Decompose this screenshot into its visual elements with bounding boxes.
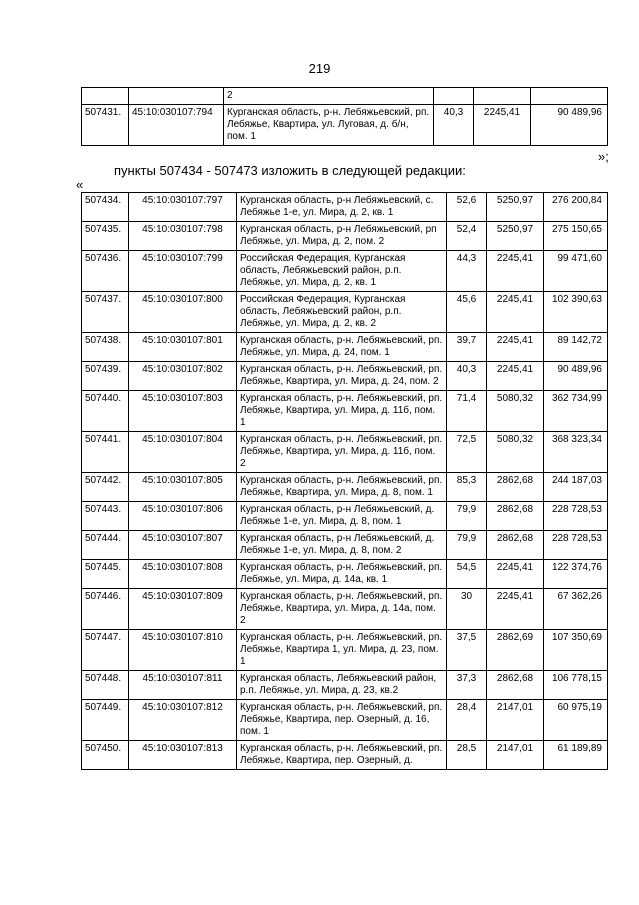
table-row (82, 193, 608, 222)
area: 40,3 (434, 105, 474, 146)
rate: 2147,01 (487, 700, 544, 741)
area: 28,5 (447, 741, 487, 770)
opening-quote: « (76, 177, 84, 192)
rate: 2862,68 (487, 473, 544, 502)
table-cell (129, 88, 224, 105)
instruction-text: пункты 507434 - 507473 изложить в следующей редакции: (114, 163, 466, 178)
area: 39,7 (447, 333, 487, 362)
rate: 5250,97 (487, 222, 544, 251)
top-table (81, 87, 608, 146)
table-row (82, 251, 608, 292)
area: 37,3 (447, 671, 487, 700)
cadastral-value: 89 142,72 (544, 333, 608, 362)
table-cell: 2 (224, 88, 434, 105)
address: Курганская область, р-н. Лебяжьевский, рп. Лебяжье, Квартира, ул. Луговая, д. б/н, пом. 1 (224, 105, 434, 146)
table-header-row (82, 88, 608, 105)
row-number: 507446. (82, 589, 129, 630)
rate: 2862,69 (487, 630, 544, 671)
cadastral-value: 102 390,63 (544, 292, 608, 333)
cadastral-value: 276 200,84 (544, 193, 608, 222)
cadastral-value: 106 778,15 (544, 671, 608, 700)
address: Курганская область, р-н. Лебяжьевский, рп. Лебяжье, Квартира, ул. Мира, д. 24, пом. 2 (237, 362, 447, 391)
table-row (82, 333, 608, 362)
table-row (82, 560, 608, 589)
table-row (82, 630, 608, 671)
area: 52,4 (447, 222, 487, 251)
cadastral-number: 45:10:030107:813 (129, 741, 237, 770)
table-row (82, 362, 608, 391)
address: Курганская область, р-н. Лебяжьевский, рп. Лебяжье, Квартира 1, ул. Мира, д. 23, пом. 1 (237, 630, 447, 671)
row-number: 507441. (82, 432, 129, 473)
rate: 2245,41 (487, 362, 544, 391)
address: Российская Федерация, Курганская область, Лебяжьевский район, р.п. Лебяжье, ул. Мира, д. 2, кв. 2 (237, 292, 447, 333)
rate: 2245,41 (487, 589, 544, 630)
cadastral-value: 228 728,53 (544, 531, 608, 560)
cadastral-value: 122 374,76 (544, 560, 608, 589)
cadastral-value: 244 187,03 (544, 473, 608, 502)
address: Курганская область, р-н. Лебяжьевский, рп. Лебяжье, ул. Мира, д. 24, пом. 1 (237, 333, 447, 362)
cadastral-number: 45:10:030107:799 (129, 251, 237, 292)
cadastral-number: 45:10:030107:798 (129, 222, 237, 251)
area: 40,3 (447, 362, 487, 391)
cadastral-number: 45:10:030107:802 (129, 362, 237, 391)
cadastral-number: 45:10:030107:811 (129, 671, 237, 700)
table-row (82, 589, 608, 630)
row-number: 507440. (82, 391, 129, 432)
table-row (82, 391, 608, 432)
row-number: 507434. (82, 193, 129, 222)
closing-quote: »; (598, 149, 609, 164)
cadastral-number: 45:10:030107:804 (129, 432, 237, 473)
rate: 2862,68 (487, 502, 544, 531)
cadastral-number: 45:10:030107:812 (129, 700, 237, 741)
cadastral-value: 90 489,96 (544, 362, 608, 391)
area: 45,6 (447, 292, 487, 333)
cadastral-number: 45:10:030107:809 (129, 589, 237, 630)
table-row (82, 671, 608, 700)
area: 28,4 (447, 700, 487, 741)
rate: 2862,68 (487, 671, 544, 700)
cadastral-number: 45:10:030107:805 (129, 473, 237, 502)
row-number: 507443. (82, 502, 129, 531)
row-number: 507437. (82, 292, 129, 333)
rate: 5080,32 (487, 391, 544, 432)
table-cell (434, 88, 474, 105)
rate: 2245,41 (474, 105, 531, 146)
cadastral-number: 45:10:030107:808 (129, 560, 237, 589)
table-cell (474, 88, 531, 105)
cadastral-value: 107 350,69 (544, 630, 608, 671)
cadastral-number: 45:10:030107:801 (129, 333, 237, 362)
cadastral-number: 45:10:030107:806 (129, 502, 237, 531)
cadastral-number: 45:10:030107:797 (129, 193, 237, 222)
table-row (82, 473, 608, 502)
table-row (82, 292, 608, 333)
row-number: 507431. (82, 105, 129, 146)
table-row (82, 531, 608, 560)
cadastral-value: 61 189,89 (544, 741, 608, 770)
row-number: 507442. (82, 473, 129, 502)
area: 79,9 (447, 502, 487, 531)
address: Курганская область, р-н Лебяжьевский, д. Лебяжье 1-е, ул. Мира, д. 8, пом. 1 (237, 502, 447, 531)
cadastral-value: 275 150,65 (544, 222, 608, 251)
address: Курганская область, р-н Лебяжьевский, рп Лебяжье, ул. Мира, д. 2, пом. 2 (237, 222, 447, 251)
cadastral-number: 45:10:030107:800 (129, 292, 237, 333)
cadastral-value: 228 728,53 (544, 502, 608, 531)
rate: 5250,97 (487, 193, 544, 222)
cadastral-value: 362 734,99 (544, 391, 608, 432)
rate: 5080,32 (487, 432, 544, 473)
row-number: 507448. (82, 671, 129, 700)
row-number: 507450. (82, 741, 129, 770)
rate: 2245,41 (487, 333, 544, 362)
table-cell (82, 88, 129, 105)
cadastral-number: 45:10:030107:794 (129, 105, 224, 146)
table-cell (531, 88, 608, 105)
area: 30 (447, 589, 487, 630)
rate: 2862,68 (487, 531, 544, 560)
cadastral-number: 45:10:030107:803 (129, 391, 237, 432)
area: 52,6 (447, 193, 487, 222)
address: Курганская область, р-н. Лебяжьевский, рп. Лебяжье, Квартира, пер. Озерный, д. 16, пом. 1 (237, 700, 447, 741)
area: 44,3 (447, 251, 487, 292)
area: 72,5 (447, 432, 487, 473)
table-row (82, 700, 608, 741)
rate: 2245,41 (487, 560, 544, 589)
address: Российская Федерация, Курганская область, Лебяжьевский район, р.п. Лебяжье, ул. Мира, д. 2, кв. 1 (237, 251, 447, 292)
address: Курганская область, р-н. Лебяжьевский, рп. Лебяжье, Квартира, ул. Мира, д. 11б, пом. 1 (237, 391, 447, 432)
cadastral-number: 45:10:030107:807 (129, 531, 237, 560)
address: Курганская область, р-н. Лебяжьевский, рп. Лебяжье, Квартира, ул. Мира, д. 11б, пом. 2 (237, 432, 447, 473)
table-row (82, 432, 608, 473)
area: 79,9 (447, 531, 487, 560)
row-number: 507447. (82, 630, 129, 671)
address: Курганская область, р-н. Лебяжьевский, рп. Лебяжье, Квартира, ул. Мира, д. 14а, пом. 2 (237, 589, 447, 630)
row-number: 507435. (82, 222, 129, 251)
address: Курганская область, р-н. Лебяжьевский, рп. Лебяжье, Квартира, пер. Озерный, д. (237, 741, 447, 770)
row-number: 507445. (82, 560, 129, 589)
table-row (82, 502, 608, 531)
area: 37,5 (447, 630, 487, 671)
rate: 2245,41 (487, 292, 544, 333)
table-row (82, 222, 608, 251)
table-row (82, 741, 608, 770)
area: 85,3 (447, 473, 487, 502)
cadastral-value: 67 362,26 (544, 589, 608, 630)
cadastral-value: 99 471,60 (544, 251, 608, 292)
table-row (82, 105, 608, 146)
rate: 2147,01 (487, 741, 544, 770)
address: Курганская область, р-н. Лебяжьевский, рп. Лебяжье, ул. Мира, д. 14а, кв. 1 (237, 560, 447, 589)
address: Курганская область, Лебяжьевский район, р.п. Лебяжье, ул. Мира, д. 23, кв.2 (237, 671, 447, 700)
row-number: 507439. (82, 362, 129, 391)
cadastral-number: 45:10:030107:810 (129, 630, 237, 671)
area: 71,4 (447, 391, 487, 432)
address: Курганская область, р-н Лебяжьевский, д. Лебяжье 1-е, ул. Мира, д. 8, пом. 2 (237, 531, 447, 560)
row-number: 507438. (82, 333, 129, 362)
cadastral-value: 90 489,96 (531, 105, 608, 146)
row-number: 507436. (82, 251, 129, 292)
area: 54,5 (447, 560, 487, 589)
cadastral-value: 60 975,19 (544, 700, 608, 741)
cadastral-value: 368 323,34 (544, 432, 608, 473)
row-number: 507444. (82, 531, 129, 560)
row-number: 507449. (82, 700, 129, 741)
rate: 2245,41 (487, 251, 544, 292)
address: Курганская область, р-н. Лебяжьевский, рп. Лебяжье, Квартира, ул. Мира, д. 8, пом. 1 (237, 473, 447, 502)
address: Курганская область, р-н Лебяжьевский, с. Лебяжье 1-е, ул. Мира, д. 2, кв. 1 (237, 193, 447, 222)
main-table (81, 192, 608, 770)
page-number: 219 (308, 61, 331, 76)
